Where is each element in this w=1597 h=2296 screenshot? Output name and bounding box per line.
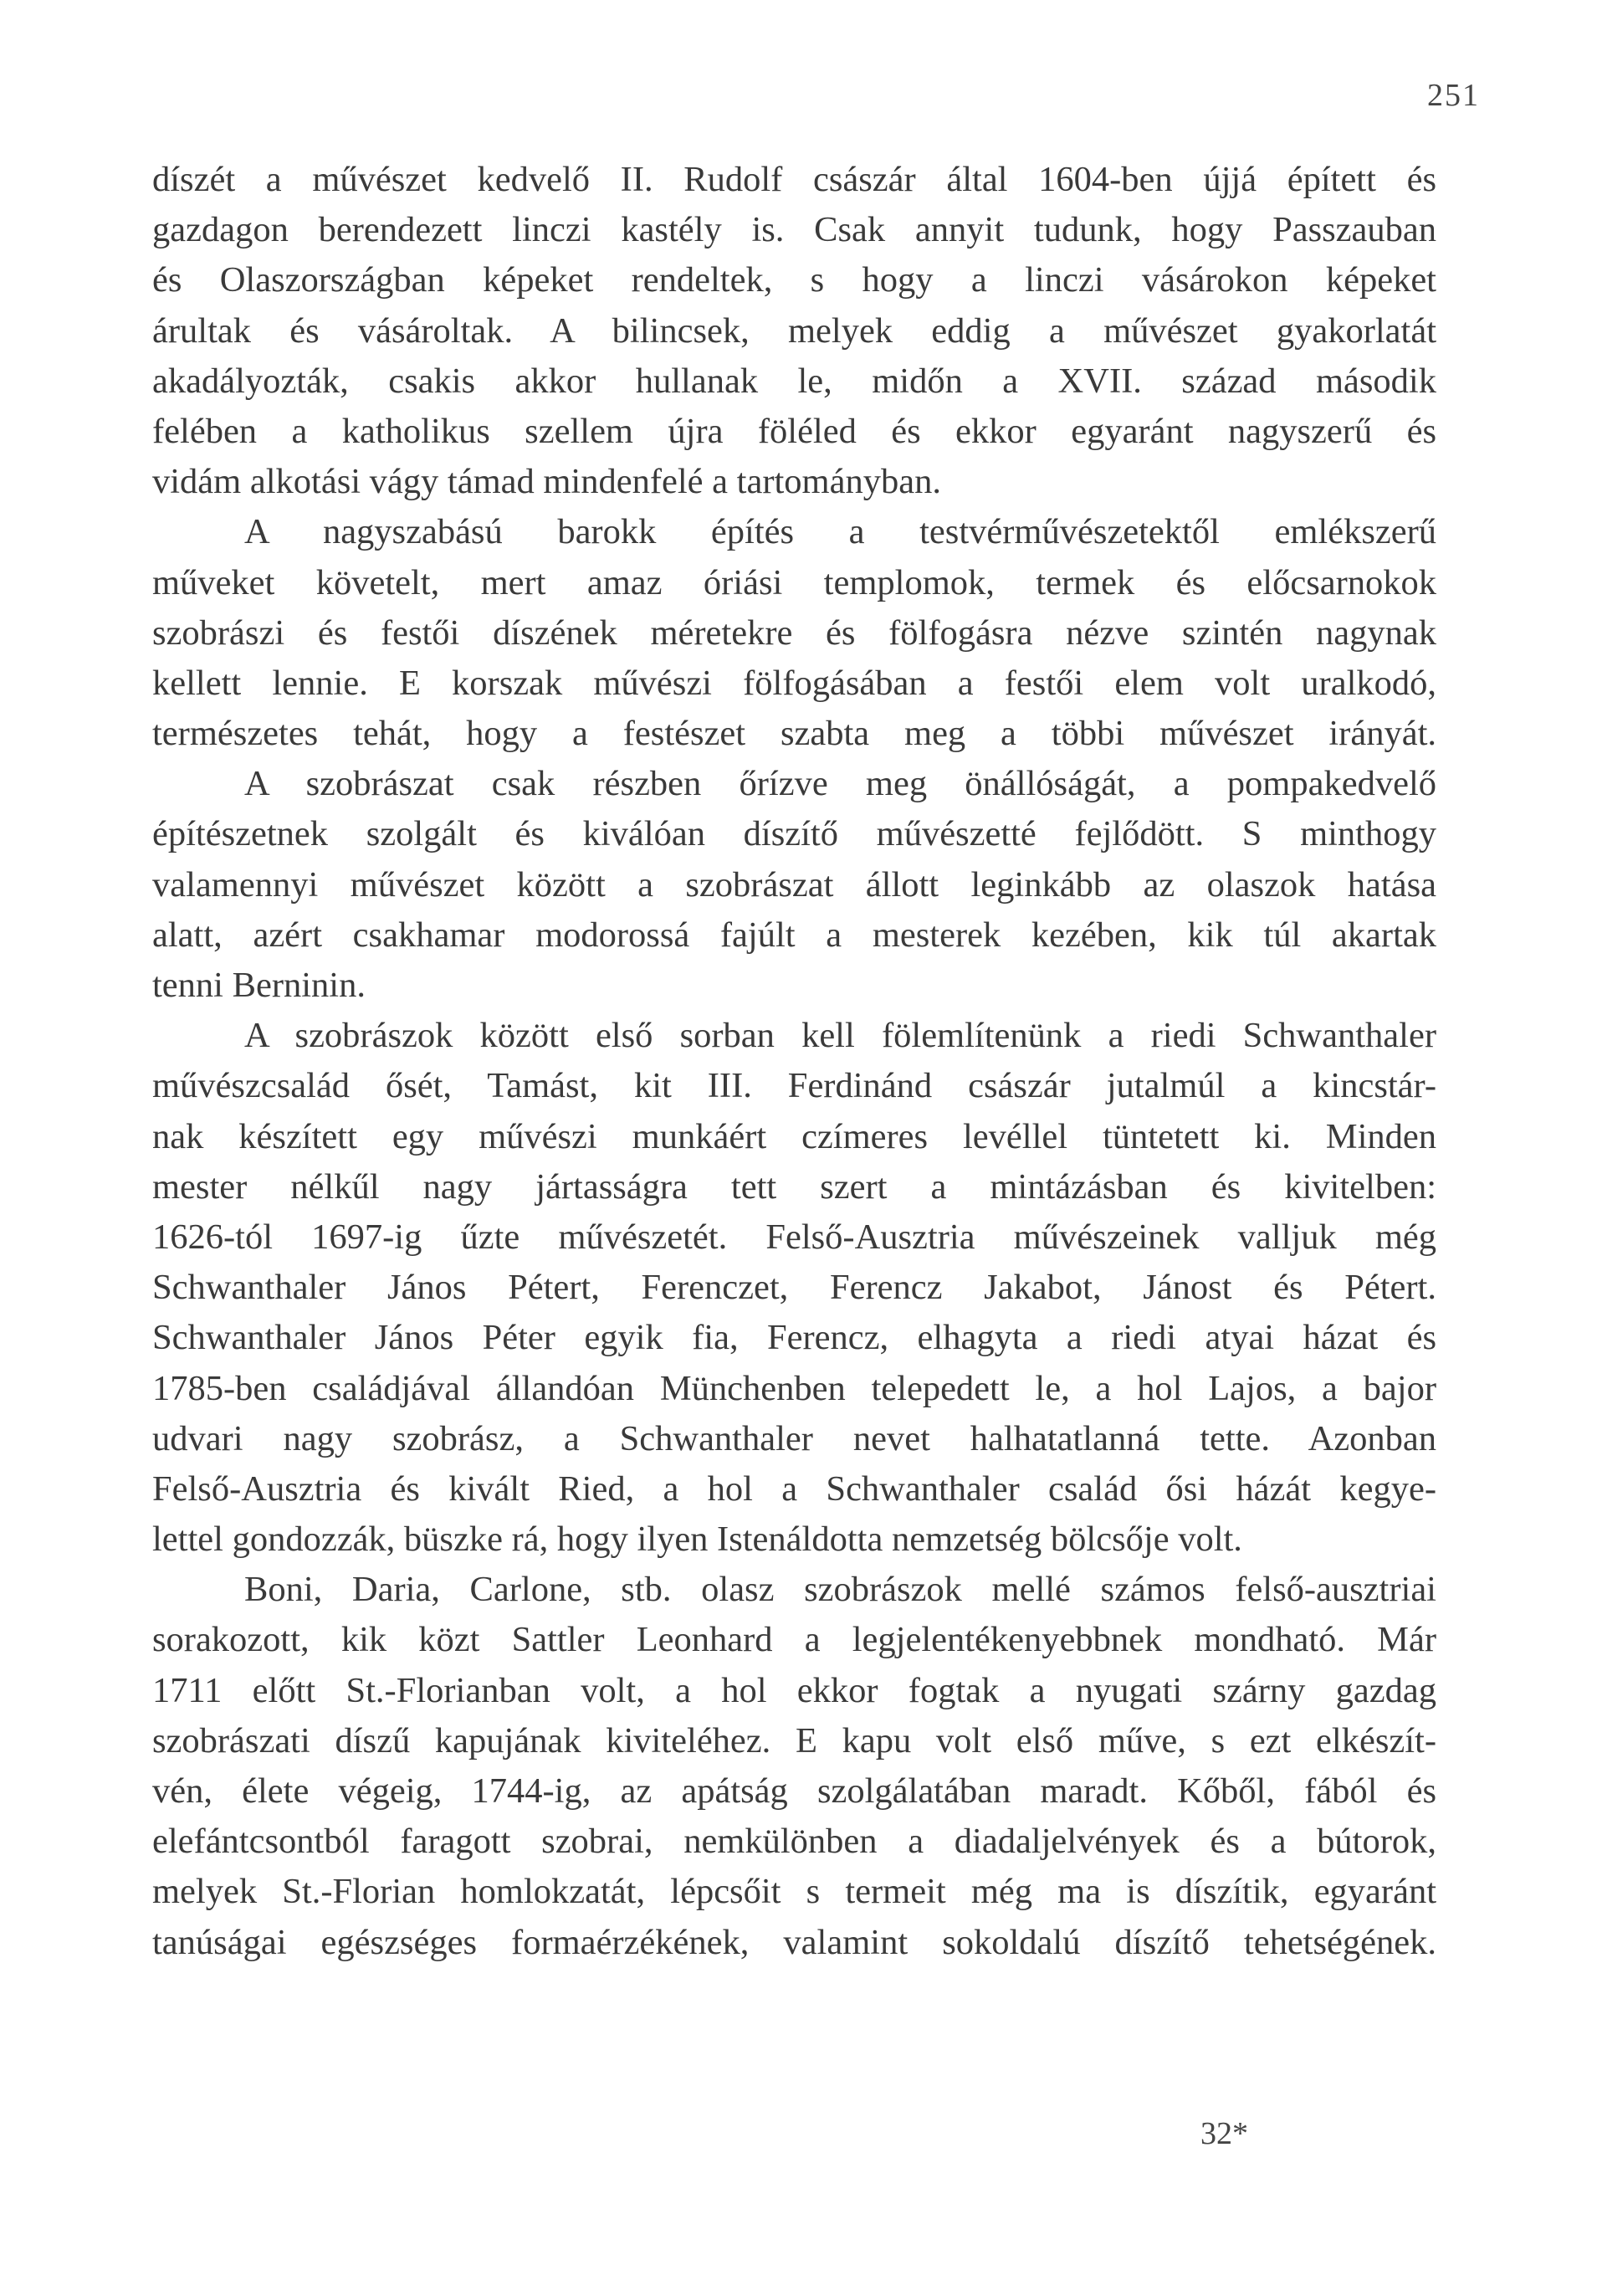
- text-line: építészetnek szolgált és kiválóan díszítő művészetté fejlődött. S minthogy: [152, 814, 1436, 854]
- text-line: szobrászi és festői díszének méretekre és fölfogásra nézve szintén nagynak: [152, 612, 1436, 653]
- text-line: Schwanthaler János Péter egyik fia, Ferencz, elhagyta a riedi atyai házat és: [152, 1318, 1436, 1358]
- text-line: mester nélkűl nagy jártasságra tett szert a mintázásban és kivitelben:: [152, 1166, 1436, 1207]
- text-line: A nagyszabású barokk építés a testvérművészetektől emlékszerű: [244, 512, 1436, 552]
- text-line: tanúságai egészséges formaérzékének, valamint sokoldalú díszítő tehetségének.: [152, 1922, 1436, 1962]
- text-line: lettel gondozzák, büszke rá, hogy ilyen Istenáldotta nemzetség bölcsője volt.: [152, 1520, 1242, 1560]
- text-line: tenni Berninin.: [152, 966, 366, 1005]
- text-line: Boni, Daria, Carlone, stb. olasz szobrászok mellé számos felső-ausztriai: [244, 1570, 1436, 1610]
- page-number: 251: [1427, 78, 1480, 113]
- text-line: elefántcsontból faragott szobrai, nemkülönben a diadaljelvények és a bútorok,: [152, 1822, 1436, 1862]
- text-line: és Olaszországban képeket rendeltek, s hogy a linczi vásárokon képeket: [152, 260, 1436, 300]
- text-line: alatt, azért csakhamar modorossá fajúlt a mesterek kezében, kik túl akartak: [152, 915, 1436, 955]
- text-line: Schwanthaler János Pétert, Ferenczet, Ferencz Jakabot, Jánost és Pétert.: [152, 1268, 1436, 1308]
- text-line: gazdagon berendezett linczi kastély is. Csak annyit tudunk, hogy Passzauban: [152, 210, 1436, 250]
- text-line: sorakozott, kik közt Sattler Leonhard a legjelentékenyebbnek mondható. Már: [152, 1620, 1436, 1660]
- text-line: felében a katholikus szellem újra föléled és ekkor egyaránt nagyszerű és: [152, 411, 1436, 451]
- text-line: melyek St.-Florian homlokzatát, lépcsőit s termeit még ma is díszítik, egyaránt: [152, 1872, 1436, 1912]
- text-line: valamennyi művészet között a szobrászat állott leginkább az olaszok hatása: [152, 864, 1436, 905]
- text-line: árultak és vásároltak. A bilincsek, melyek eddig a művészet gyakorlatát: [152, 310, 1436, 351]
- text-line: díszét a művészet kedvelő II. Rudolf császár által 1604-ben újjá épített és: [152, 160, 1436, 199]
- text-line: természetes tehát, hogy a festészet szabta meg a többi művészet irányát.: [152, 714, 1436, 754]
- text-line: nak készített egy művészi munkáért czímeres levéllel tüntetett ki. Minden: [152, 1116, 1436, 1156]
- text-line: udvari nagy szobrász, a Schwanthaler nevet halhatatlanná tette. Azonban: [152, 1418, 1436, 1458]
- text-line: 1711 előtt St.-Florianban volt, a hol ekkor fogtak a nyugati szárny gazdag: [152, 1670, 1436, 1710]
- text-line: műveket követelt, mert amaz óriási templomok, termek és előcsarnokok: [152, 562, 1436, 602]
- text-line: 1626-tól 1697-ig űzte művészetét. Felső-Ausztria művészeinek valljuk még: [152, 1217, 1436, 1257]
- text-line: szobrászati díszű kapujának kiviteléhez. E kapu volt első műve, s ezt elkészít-: [152, 1720, 1436, 1760]
- signature-mark: 32*: [1200, 2116, 1248, 2151]
- body-text: [152, 155, 1436, 1968]
- text-line: A szobrászok között első sorban kell fölemlítenünk a riedi Schwanthaler: [244, 1016, 1436, 1056]
- text-line: művészcsalád ősét, Tamást, kit III. Ferdinánd császár jutalmúl a kincstár-: [152, 1066, 1436, 1106]
- text-line: 1785-ben családjával állandóan Münchenben telepedett le, a hol Lajos, a bajor: [152, 1368, 1436, 1408]
- text-line: Felső-Ausztria és kivált Ried, a hol a Schwanthaler család ősi házát kegye-: [152, 1468, 1436, 1509]
- text-line: akadályozták, csakis akkor hullanak le, midőn a XVII. század második: [152, 361, 1436, 401]
- text-line: vidám alkotási vágy támad mindenfelé a tartományban.: [152, 462, 941, 502]
- text-line: A szobrászat csak részben őrízve meg önállóságát, a pompakedvelő: [244, 764, 1436, 804]
- text-line: vén, élete végeig, 1744-ig, az apátság szolgálatában maradt. Kőből, fából és: [152, 1771, 1436, 1811]
- text-line: kellett lennie. E korszak művészi fölfogásában a festői elem volt uralkodó,: [152, 663, 1436, 703]
